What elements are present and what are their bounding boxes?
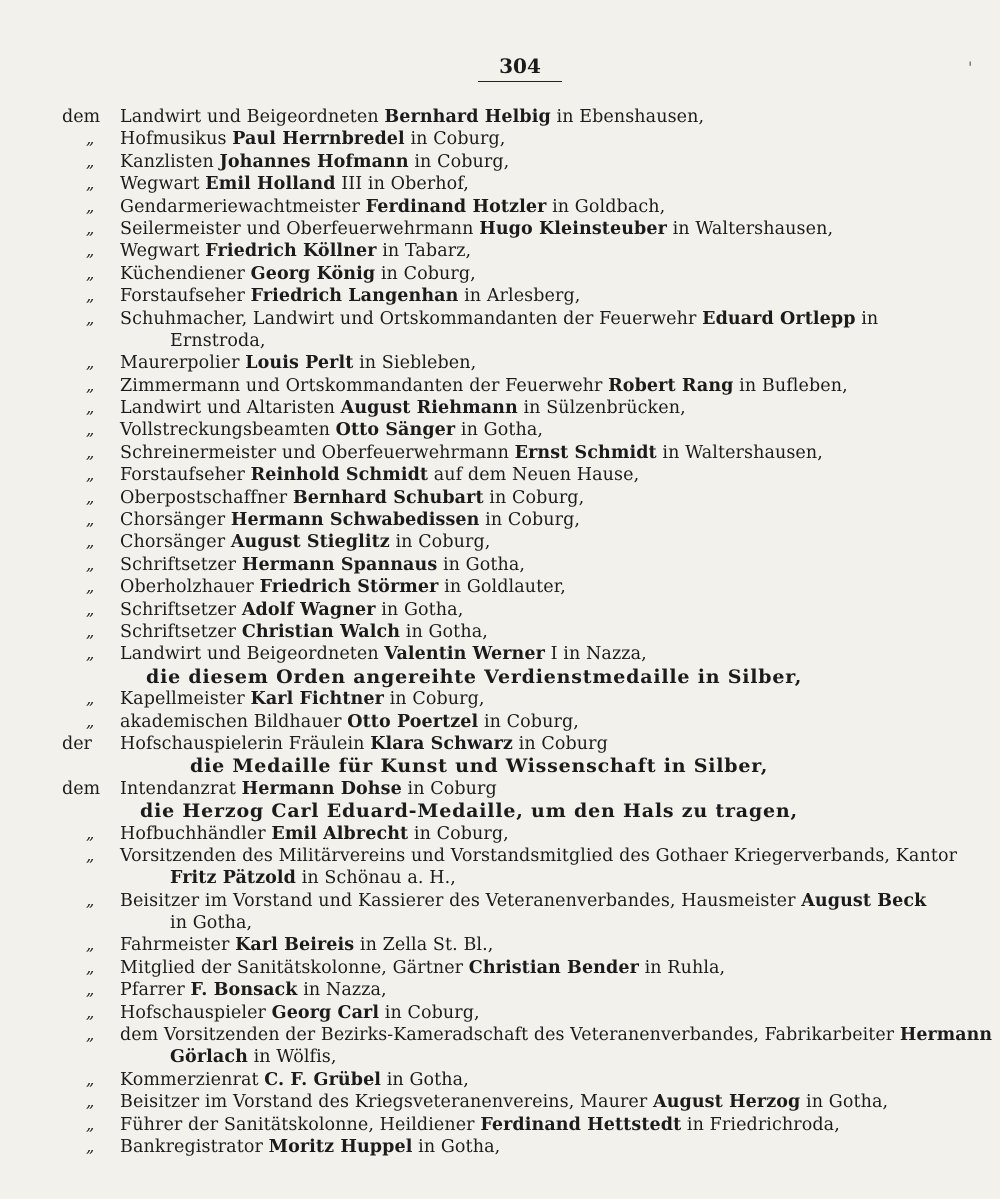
line-lead: „: [86, 1025, 95, 1045]
person-name: Christian Walch: [241, 621, 401, 642]
line-description: Beisitzer im Vorstand und Kassierer des Veteranenverbandes, Hausmeister: [120, 890, 802, 911]
section-heading-line: [0, 666, 1000, 688]
line-location: in Gotha,: [412, 1136, 501, 1157]
list-item: [0, 1024, 1000, 1046]
page-number-rule: [478, 81, 562, 82]
person-name: Fritz Pätzold: [170, 868, 297, 889]
person-name: Karl Fichtner: [250, 689, 384, 710]
list-item: [0, 196, 1000, 218]
section-heading-line: [0, 755, 1000, 777]
line-lead: „: [86, 957, 95, 977]
list-item: [0, 1046, 1000, 1068]
person-name: Robert Rang: [608, 375, 734, 396]
line-location: in: [855, 308, 879, 329]
line-description: Schriftsetzer: [120, 621, 242, 642]
line-lead: „: [86, 644, 95, 664]
person-name: Hermann Spannaus: [241, 554, 438, 575]
line-text: [120, 576, 566, 598]
line-text: [120, 352, 476, 374]
list-item: [0, 1069, 1000, 1091]
line-text: [120, 890, 926, 912]
line-description: Hofschauspielerin Fräulein: [120, 733, 371, 754]
line-text: [170, 867, 456, 889]
person-name: Moritz Huppel: [268, 1136, 413, 1157]
line-location: in Waltershausen,: [656, 442, 823, 463]
line-text: [120, 957, 725, 979]
person-name: Hermann: [899, 1025, 993, 1046]
line-lead: „: [86, 308, 95, 328]
person-name: Hugo Kleinsteuber: [479, 218, 667, 239]
line-location: in Coburg,: [379, 1002, 480, 1023]
list-item: [0, 151, 1000, 173]
line-lead: „: [86, 845, 95, 865]
line-description: in Gotha,: [170, 913, 253, 934]
line-text: [120, 599, 463, 621]
person-name: Otto Sänger: [335, 420, 456, 441]
line-lead: „: [86, 577, 95, 597]
line-location: in Coburg: [401, 778, 497, 799]
list-item: [0, 531, 1000, 553]
line-lead: dem: [62, 107, 101, 127]
line-text: [120, 263, 476, 285]
line-lead: „: [86, 1114, 95, 1134]
list-item: [0, 554, 1000, 576]
line-description: Wegwart: [120, 241, 206, 262]
person-name: August Riehmann: [340, 398, 518, 419]
person-name: Reinhold Schmidt: [250, 465, 429, 486]
person-name: Karl Beireis: [235, 935, 355, 956]
line-description: Vorsitzenden des Militärvereins und Vorstandsmitglied des Gothaer Kriegerverbands, Kantor: [120, 845, 958, 866]
line-text: [120, 218, 833, 240]
line-lead: „: [86, 532, 95, 552]
line-description: Beisitzer im Vorstand des Kriegsveteranenvereins, Maurer: [120, 1092, 654, 1113]
line-text: [120, 1024, 992, 1046]
list-item: [0, 240, 1000, 262]
list-item: [0, 957, 1000, 979]
list-item: [0, 576, 1000, 598]
person-name: Valentin Werner: [384, 644, 545, 665]
list-item: [0, 464, 1000, 486]
line-location: in Schönau a. H.,: [296, 868, 456, 889]
person-name: Emil Holland: [205, 174, 336, 195]
line-text: [170, 1046, 337, 1068]
list-item: [0, 1091, 1000, 1113]
list-item: [0, 621, 1000, 643]
line-text: [170, 912, 252, 934]
line-lead: „: [86, 420, 95, 440]
line-description: Gendarmeriewachtmeister: [120, 196, 366, 217]
section-heading: die Herzog Carl Eduard-Medaille, um den Hals zu tragen,: [140, 800, 798, 823]
line-text: [120, 934, 493, 956]
line-lead: „: [86, 442, 95, 462]
line-description: Bankregistrator: [120, 1136, 269, 1157]
line-location: in Goldbach,: [546, 196, 666, 217]
line-location: in Wölfis,: [247, 1047, 337, 1068]
line-location: in Zella St. Bl.,: [354, 935, 494, 956]
person-name: Otto Poertzel: [347, 711, 479, 732]
line-text: [120, 106, 704, 128]
line-location: I in Nazza,: [544, 644, 647, 665]
list-item: [0, 128, 1000, 150]
line-text: [120, 128, 505, 150]
line-description: Maurerpolier: [120, 353, 246, 374]
line-text: [120, 1002, 480, 1024]
line-lead: „: [86, 1002, 95, 1022]
line-description: Fahrmeister: [120, 935, 236, 956]
section-heading: die diesem Orden angereihte Verdienstmedaille in Silber,: [146, 665, 803, 688]
line-description: Kanzlisten: [120, 151, 220, 172]
line-lead: „: [86, 398, 95, 418]
person-name: Ferdinand Hotzler: [365, 196, 547, 217]
list-item: [0, 308, 1000, 330]
line-description: Pfarrer: [120, 980, 191, 1001]
line-location: in Gotha,: [455, 420, 544, 441]
person-name: C. F. Grübel: [264, 1069, 382, 1090]
line-lead: „: [86, 375, 95, 395]
line-location: in Ruhla,: [638, 957, 726, 978]
line-lead: „: [86, 129, 95, 149]
line-lead: „: [86, 218, 95, 238]
line-description: Kapellmeister: [120, 689, 251, 710]
list-item: [0, 823, 1000, 845]
line-text: [120, 979, 387, 1001]
line-location: in Gotha,: [400, 621, 488, 642]
line-description: Landwirt und Altaristen: [120, 398, 341, 419]
line-lead: „: [86, 196, 95, 216]
line-text: [120, 375, 848, 397]
line-text: [120, 711, 579, 733]
list-item: [0, 330, 1000, 352]
person-name: Emil Albrecht: [271, 823, 409, 844]
line-lead: „: [86, 689, 95, 709]
line-lead: „: [86, 1136, 95, 1156]
line-description: Mitglied der Sanitätskolonne, Gärtner: [120, 957, 469, 978]
line-lead: „: [86, 353, 95, 373]
line-text: [120, 285, 580, 307]
line-description: Schuhmacher, Landwirt und Ortskommandanten der Feuerwehr: [120, 308, 703, 329]
person-name: Georg Carl: [271, 1002, 380, 1023]
list-item: [0, 890, 1000, 912]
person-name: Bernhard Helbig: [384, 107, 551, 127]
person-name: Hermann Dohse: [241, 778, 402, 799]
line-description: Oberpostschaffner: [120, 487, 293, 508]
line-text: [120, 733, 608, 755]
list-item: [0, 934, 1000, 956]
section-heading: die Medaille für Kunst und Wissenschaft in Silber,: [190, 755, 769, 778]
line-lead: „: [86, 151, 95, 171]
line-location: in Gotha,: [800, 1092, 889, 1113]
person-name: August Stieglitz: [230, 532, 390, 553]
line-text: [120, 1091, 888, 1113]
line-description: Schriftsetzer: [120, 599, 242, 620]
line-text: [170, 330, 266, 352]
line-text: [120, 151, 509, 173]
person-name: Klara Schwarz: [370, 733, 513, 754]
list-item: [0, 711, 1000, 733]
line-description: Hofbuchhändler: [120, 823, 272, 844]
line-description: Intendanzrat: [120, 778, 242, 799]
line-lead: „: [86, 1069, 95, 1089]
line-description: Oberholzhauer: [120, 577, 260, 598]
list-item: [0, 218, 1000, 240]
list-item: [0, 1114, 1000, 1136]
list-item: [0, 979, 1000, 1001]
line-description: Schriftsetzer: [120, 554, 242, 575]
person-name: Friedrich Langenhan: [250, 286, 459, 307]
line-description: Chorsänger: [120, 510, 231, 531]
line-text: [120, 621, 488, 643]
list-item: [0, 778, 1000, 800]
person-name: Friedrich Störmer: [259, 577, 439, 598]
line-location: in Coburg,: [479, 510, 581, 531]
line-location: in Gotha,: [375, 599, 464, 620]
line-description: Seilermeister und Oberfeuerwehrmann: [120, 218, 480, 239]
line-lead: „: [86, 890, 95, 910]
line-location: in Waltershausen,: [666, 218, 834, 239]
line-text: [120, 442, 823, 464]
person-name: Ernst Schmidt: [514, 442, 657, 463]
line-lead: dem: [62, 778, 101, 799]
line-location: in Coburg,: [383, 689, 485, 710]
list-item: [0, 688, 1000, 710]
line-location: in Gotha,: [381, 1069, 469, 1090]
line-lead: der: [62, 733, 92, 754]
line-location: in Goldlauter,: [438, 577, 566, 598]
line-location: in Tabarz,: [376, 241, 472, 262]
line-location: in Coburg: [512, 733, 608, 754]
person-name: Georg König: [250, 263, 376, 284]
line-lead: „: [86, 241, 95, 261]
person-name: August Beck: [801, 890, 927, 911]
line-location: in Siebleben,: [353, 353, 477, 374]
list-item: [0, 643, 1000, 665]
line-lead: „: [86, 1092, 95, 1112]
person-name: Hermann Schwabedissen: [230, 510, 480, 531]
line-location: in Nazza,: [297, 980, 387, 1001]
line-location: in Sülzenbrücken,: [517, 398, 686, 419]
line-description: Forstaufseher: [120, 286, 251, 307]
person-name: Friedrich Köllner: [205, 241, 377, 262]
line-text: [120, 688, 485, 710]
line-lead: „: [86, 621, 95, 641]
person-name: Johannes Hofmann: [219, 151, 409, 172]
line-text: [120, 845, 957, 867]
line-lead: „: [86, 174, 95, 194]
list-item: [0, 106, 1000, 128]
line-location: auf dem Neuen Hause,: [428, 465, 640, 486]
line-description: Landwirt und Beigeordneten: [120, 644, 385, 665]
line-text: [120, 1114, 840, 1136]
line-text: [120, 531, 490, 553]
line-text: [120, 173, 469, 195]
line-text: [120, 487, 584, 509]
line-text: [120, 509, 580, 531]
line-location: III in Oberhof,: [335, 174, 469, 195]
line-lead: „: [86, 510, 95, 530]
person-name: F. Bonsack: [190, 980, 298, 1001]
list-item: [0, 397, 1000, 419]
line-text: [120, 240, 471, 262]
page-number: 304: [499, 54, 541, 78]
line-text: [120, 464, 639, 486]
line-location: in Friedrichroda,: [681, 1114, 840, 1135]
line-description: Landwirt und Beigeordneten: [120, 107, 385, 127]
line-lead: „: [86, 823, 95, 843]
line-description: Führer der Sanitätskolonne, Heildiener: [120, 1114, 481, 1135]
person-name: Eduard Ortlepp: [702, 308, 856, 329]
line-text: [120, 778, 497, 800]
line-location: in Coburg,: [389, 532, 491, 553]
line-lead: „: [86, 263, 95, 283]
honors-list: [0, 106, 1000, 1158]
person-name: August Herzog: [653, 1092, 801, 1113]
line-location: in Coburg,: [408, 151, 510, 172]
person-name: Adolf Wagner: [241, 599, 376, 620]
line-location: in Arlesberg,: [458, 286, 581, 307]
list-item: [0, 173, 1000, 195]
line-lead: „: [86, 599, 95, 619]
list-item: [0, 867, 1000, 889]
line-location: in Coburg,: [408, 823, 509, 844]
person-name: Bernhard Schubart: [292, 487, 484, 508]
line-location: in Ebenshausen,: [550, 107, 705, 127]
line-lead: „: [86, 980, 95, 1000]
line-text: [120, 196, 665, 218]
line-lead: „: [86, 465, 95, 485]
list-item: [0, 845, 1000, 867]
line-description: Hofschauspieler: [120, 1002, 272, 1023]
line-text: [120, 1136, 500, 1158]
line-description: Küchendiener: [120, 263, 251, 284]
line-description: Kommerzienrat: [120, 1069, 265, 1090]
list-item: [0, 263, 1000, 285]
line-description: Vollstreckungsbeamten: [120, 420, 336, 441]
section-heading-line: [0, 800, 1000, 822]
line-lead: „: [86, 487, 95, 507]
line-description: dem Vorsitzenden der Bezirks-Kameradschaft des Veteranenverbandes, Fabrikarbeiter: [120, 1025, 900, 1046]
line-description: akademischen Bildhauer: [120, 711, 348, 732]
person-name: Louis Perlt: [245, 353, 354, 374]
list-item: [0, 599, 1000, 621]
person-name: Ferdinand Hettstedt: [480, 1114, 682, 1135]
list-item: [0, 1002, 1000, 1024]
person-name: Görlach: [170, 1047, 248, 1068]
list-item: [0, 419, 1000, 441]
line-text: [120, 643, 647, 665]
line-text: [120, 397, 686, 419]
line-description: Zimmermann und Ortskommandanten der Feuerwehr: [120, 375, 609, 396]
line-description: Hofmusikus: [120, 129, 233, 150]
line-description: Schreinermeister und Oberfeuerwehrmann: [120, 442, 515, 463]
person-name: Paul Herrnbredel: [232, 129, 405, 150]
line-location: in Bufleben,: [733, 375, 848, 396]
list-item: [0, 285, 1000, 307]
list-item: [0, 1136, 1000, 1158]
line-location: in Coburg,: [483, 487, 585, 508]
line-text: [120, 1069, 469, 1091]
list-item: [0, 509, 1000, 531]
line-location: in Gotha,: [437, 554, 526, 575]
line-lead: „: [86, 935, 95, 955]
line-lead: „: [86, 286, 95, 306]
person-name: Christian Bender: [468, 957, 639, 978]
margin-mark: ': [968, 58, 973, 77]
list-item: [0, 352, 1000, 374]
line-description: Forstaufseher: [120, 465, 251, 486]
line-lead: „: [86, 711, 95, 731]
list-item: [0, 733, 1000, 755]
line-location: in Coburg,: [375, 263, 476, 284]
line-text: [120, 823, 509, 845]
line-description: Wegwart: [120, 174, 206, 195]
line-text: [120, 554, 525, 576]
list-item: [0, 487, 1000, 509]
line-text: [120, 308, 878, 330]
list-item: [0, 375, 1000, 397]
list-item: [0, 912, 1000, 934]
line-description: Ernstroda,: [170, 330, 266, 351]
line-description: Chorsänger: [120, 532, 231, 553]
list-item: [0, 442, 1000, 464]
line-text: [120, 419, 543, 441]
line-lead: „: [86, 554, 95, 574]
line-location: in Coburg,: [404, 129, 506, 150]
line-location: in Coburg,: [478, 711, 579, 732]
